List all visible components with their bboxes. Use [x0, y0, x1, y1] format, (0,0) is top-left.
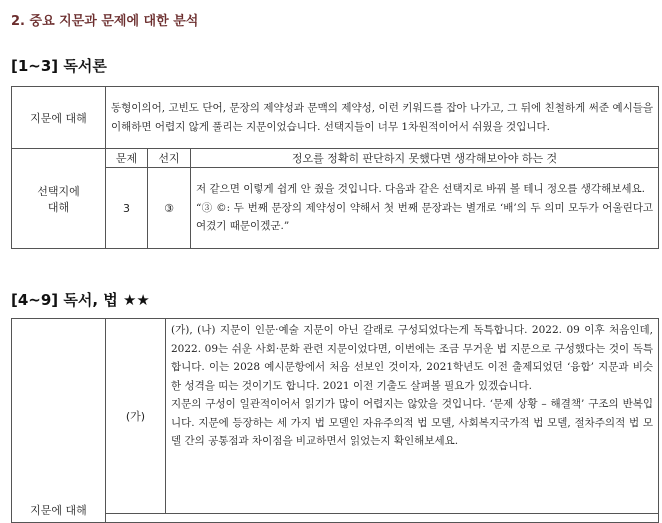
section-title: 2. 중요 지문과 문제에 대한 분석: [11, 14, 199, 29]
column-header-choice: 선지: [148, 149, 191, 168]
part1-heading: [1~3] 독서론: [11, 57, 107, 75]
question-number: 3: [106, 168, 148, 249]
passage-paragraph: (가), (나) 지문이 인문·예술 지문이 아닌 갈래로 구성되었다는게 독특합니다. 2022. 09 이후 처음인데, 2022. 09는 쉬운 사회·문화 관련 지문이었다면, 이번에는 조금 무거운 법 지문으로 구성했다는 것이 독특합니다. 이는 2028 예시문항에서 처음 선보인 것이자, 2021학년도 이전 출제되었던 ‘융합’ 지문과 비슷한 성격을 띠는 것이기도 합니다. 2021 이전 기출도 살펴볼 필요가 있겠습니다.: [171, 324, 653, 392]
table-row: [12, 168, 659, 249]
passage-text: 동형이의어, 고빈도 단어, 문장의 제약성과 문맥의 제약성, 이런 키워드를 잡아 나가고, 그 뒤에 친철하게 써준 예시들을 이해하면 어렵지 않게 풀리는 지문이었습니다. 선택지들이 너무 1차원적이어서 쉬웠을 것입니다.: [106, 87, 659, 149]
choice-number: ③: [148, 168, 191, 249]
choice-header-row: [12, 149, 659, 168]
next-row: [12, 514, 659, 523]
comment-paragraph: 저 같으면 이렇게 쉽게 안 줬을 것입니다. 다음과 같은 선택지로 바꿔 볼 테니 정오를 생각해보세요.: [196, 183, 645, 196]
passage-row: [12, 87, 659, 149]
comment-example: “③ ©: 두 번째 문장의 제약성이 약해서 첫 번째 문장과는 별개로 ‘배’의 두 의미 모두가 어울린다고 여겼기 때문이겠군.”: [196, 201, 654, 233]
part1-table: [11, 86, 659, 249]
sub-label: (가): [106, 319, 166, 514]
column-header-comment: 정오를 정확히 판단하지 못했다면 생각해보아야 하는 것: [191, 149, 659, 168]
passage-row: [12, 319, 659, 514]
passage-paragraph: 지문의 구성이 일관적이어서 읽기가 많이 어렵지는 않았을 것입니다. ‘문제 상황 – 해결책’ 구조의 반복입니다. 지문에 등장하는 세 가지 법 모델인 자유주의적 법 모델, 사회복지국가적 법 모델, 절차주의적 법 모델 간의 공통점과 차이점을 비교하면서 읽었는지 확인해보세요.: [171, 398, 653, 447]
choice-label: 선택지에 대해: [12, 149, 106, 249]
passage-label: 지문에 대해: [12, 319, 106, 523]
comment-cell: [191, 168, 659, 249]
passage-label: 지문에 대해: [12, 87, 106, 149]
column-header-question: 문제: [106, 149, 148, 168]
passage-text: [166, 319, 659, 514]
next-row-cell: [106, 514, 659, 523]
part2-heading: [4~9] 독서, 법 ★★: [11, 291, 150, 309]
part2-table: [11, 318, 659, 523]
